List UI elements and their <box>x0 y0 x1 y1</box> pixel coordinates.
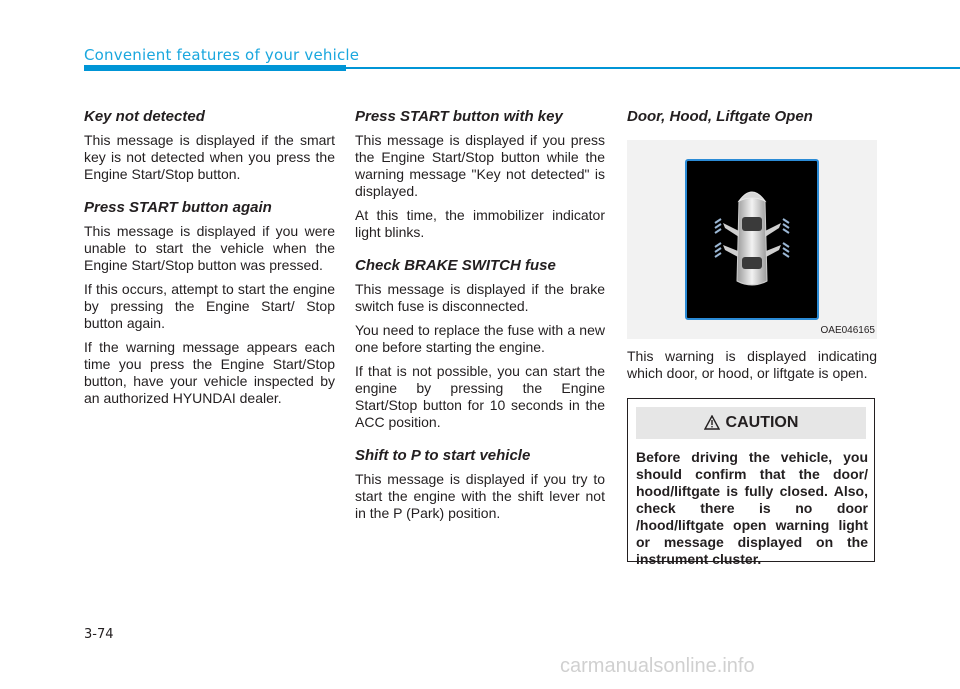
heading-press-start-again: Press START button again <box>84 199 272 216</box>
cluster-display <box>685 159 819 320</box>
warning-triangle-icon <box>704 415 720 430</box>
column-2 <box>355 108 605 538</box>
caution-box <box>627 398 875 567</box>
page-number: 3-74 <box>84 627 114 642</box>
section-title: Convenient features of your vehicle <box>84 46 360 64</box>
section-check-brake-switch-fuse <box>355 257 605 431</box>
paragraph: If that is not possible, you can start the engine by pressing the Engine Start/Stop button for 10 seconds in the ACC position. <box>355 363 605 430</box>
caution-title: CAUTION <box>725 414 799 431</box>
watermark: carmanualsonline.info <box>560 655 755 677</box>
header-accent-bar <box>84 65 346 71</box>
column-1 <box>84 108 335 423</box>
paragraph: If the warning message appears each time you press the Engine Start/Stop button, have your vehicle inspected by an authorized HYUNDAI dealer. <box>84 339 335 406</box>
heading-press-start-with-key: Press START button with key <box>355 108 563 125</box>
paragraph: This message is displayed if you press the Engine Start/Stop button while the warning message "Key not detected" is displayed. <box>355 132 605 199</box>
paragraph: This message is displayed if you were unable to start the vehicle when the Engine Start/Stop button was pressed. <box>84 223 335 273</box>
paragraph: This message is displayed if the brake switch fuse is disconnected. <box>355 281 605 314</box>
paragraph: This warning is displayed indicating which door, or hood, or liftgate is open. <box>627 348 877 381</box>
caution-header <box>636 407 866 439</box>
paragraph: This message is displayed if you try to start the engine with the shift lever not in the P (Park) position. <box>355 471 605 521</box>
section-shift-to-p <box>355 447 605 522</box>
column-3 <box>627 108 877 567</box>
section-press-start-again <box>84 199 335 407</box>
heading-check-brake-switch-fuse: Check BRAKE SWITCH fuse <box>355 257 556 274</box>
heading-key-not-detected: Key not detected <box>84 108 205 125</box>
section-press-start-with-key <box>355 108 605 241</box>
paragraph: If this occurs, attempt to start the engine by pressing the Engine Start/ Stop button again. <box>84 281 335 331</box>
car-door-open-icon <box>687 161 817 318</box>
paragraph: You need to replace the fuse with a new one before starting the engine. <box>355 322 605 355</box>
paragraph: This message is displayed if the smart key is not detected when you press the Engine Start/Stop button. <box>84 132 335 182</box>
figure-code: OAE046165 <box>820 325 875 336</box>
heading-door-hood-liftgate-open: Door, Hood, Liftgate Open <box>627 108 813 125</box>
caution-text: Before driving the vehicle, you should confirm that the door/ hood/liftgate is fully closed. Also, check there is no door /hood/liftgate open warning light or message displayed on the instrument cluster. <box>636 449 868 567</box>
paragraph: At this time, the immobilizer indicator light blinks. <box>355 207 605 240</box>
section-key-not-detected <box>84 108 335 183</box>
heading-shift-to-p: Shift to P to start vehicle <box>355 447 531 464</box>
figure-door-open-display <box>627 140 877 339</box>
